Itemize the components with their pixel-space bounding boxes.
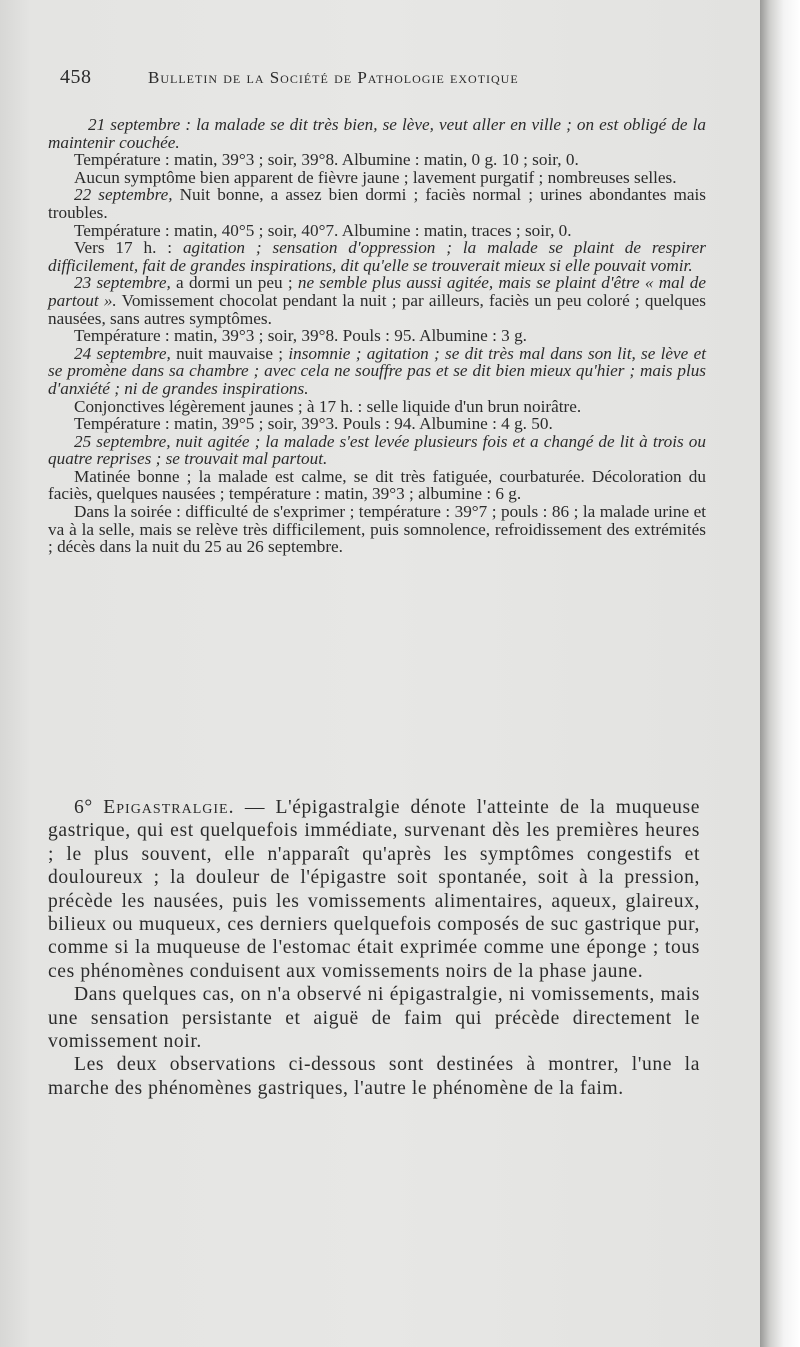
obs-paragraph: Température : matin, 39°3 ; soir, 39°8. Pouls : 95. Albumine : 3 g.	[74, 326, 527, 346]
obs-paragraph	[48, 274, 706, 327]
obs-text: a dormi un peu ;	[170, 273, 298, 293]
obs-paragraph: Température : matin, 39°3 ; soir, 39°8. Albumine : matin, 0 g. 10 ; soir, 0.	[74, 150, 579, 170]
section-epigastralgie	[48, 796, 700, 1100]
obs-date: 22 septembre,	[74, 185, 173, 205]
obs-text: Nuit bonne, a assez bien dormi ; faciès normal ; urines abondantes mais troubles.	[48, 185, 706, 222]
obs-text: 21 septembre : la malade se dit très bien, se lève, veut aller en ville ; on est obligé de la maintenir couchée.	[48, 115, 706, 152]
obs-date: 25 septembre,	[74, 431, 171, 451]
page-header	[60, 66, 700, 96]
obs-date: 24 septembre,	[74, 343, 171, 363]
obs-text-italic: insomnie ; agitation ; se dit très mal dans son lit, se lève et se promène dans sa chambre ; avec cela ne souffre pas et se dit bien mieux qu'hier ; mais plus d'anxiété ; ni de grandes inspirations.	[48, 343, 706, 398]
section-paragraph: Dans quelques cas, on n'a observé ni épigastralgie, ni vomissements, mais une sensation persistante et aiguë de faim qui précède directement le vomissement noir.	[48, 984, 700, 1053]
obs-paragraph: Température : matin, 39°5 ; soir, 39°3. Pouls : 94. Albumine : 4 g. 50.	[74, 414, 553, 434]
obs-text: nuit mauvaise ;	[170, 343, 289, 363]
section-paragraph: Les deux observations ci-dessous sont destinées à montrer, l'une la marche des phénomènes gastriques, l'autre le phénomène de la faim.	[48, 1054, 700, 1099]
obs-paragraph	[48, 433, 706, 468]
obs-text: Vomissement chocolat pendant la nuit ; par ailleurs, faciès un peu coloré ; quelques nausées, sans autres symptômes.	[48, 290, 706, 328]
obs-paragraph: Conjonctives légèrement jaunes ; à 17 h. : selle liquide d'un brun noirâtre.	[74, 396, 582, 416]
section-heading: Epigastralgie.	[103, 797, 235, 818]
obs-text: Vers 17 h. :	[74, 238, 183, 258]
obs-paragraph: Matinée bonne ; la malade est calme, se dit très fatiguée, courbaturée. Décoloration du faciès, quelques nausées ; température : matin, 39°3 ; albumine : 6 g.	[48, 466, 706, 504]
page-number: 458	[60, 66, 92, 88]
obs-paragraph: Température : matin, 40°5 ; soir, 40°7. Albumine : matin, traces ; soir, 0.	[74, 220, 572, 240]
section-text: — L'épigastralgie dénote l'atteinte de la muqueuse gastrique, qui est quelquefois immédiate, survenant dès les premières heures ; le plus souvent, elle n'apparaît qu'après les symptômes congestifs et douloureux ; la douleur de l'épigastre soit spontanée, soit à la pression, précède les nausées, puis les vomissements alimentaires, aqueux, glaireux, bilieux ou muqueux, ces derniers quelquefois composés de suc gastrique pur, comme si la muqueuse de l'estomac était exprimée comme une éponge ; tous ces phénomènes conduisent aux vomissements noirs de la phase jaune.	[48, 797, 701, 982]
obs-paragraph	[48, 239, 706, 274]
observation-block	[48, 116, 706, 556]
obs-paragraph	[48, 186, 706, 221]
page-edge	[760, 0, 800, 1347]
obs-text-italic: ne semble plus aussi agitée, mais se plaint d'être « mal de partout ».	[48, 273, 707, 310]
section-number: 6°	[74, 797, 93, 818]
obs-paragraph: Dans la soirée : difficulté de s'exprimer ; température : 39°7 ; pouls : 86 ; la malade urine et va à la selle, mais se relève très difficilement, puis somnolence, refroidissement des extrémités ; décès dans la nuit du 25 au 26 septembre.	[48, 502, 706, 557]
obs-paragraph	[48, 116, 706, 151]
obs-paragraph: Aucun symptôme bien apparent de fièvre jaune ; lavement purgatif ; nombreuses selles.	[74, 167, 677, 187]
obs-text-italic: nuit agitée ; la malade s'est levée plusieurs fois et a changé de lit à trois ou quatre reprises ; se trouvait mal partout.	[48, 431, 706, 469]
section-paragraph	[48, 796, 700, 983]
obs-text-italic: agitation ; sensation d'oppression ; la malade se plaint de respirer difficilement, fait de grandes inspirations, dit qu'elle se trouverait mieux si elle pouvait vomir.	[48, 238, 706, 275]
obs-paragraph	[48, 345, 706, 398]
running-head: Bulletin de la Société de Pathologie exotique	[148, 68, 519, 87]
obs-date: 23 septembre,	[74, 273, 171, 293]
